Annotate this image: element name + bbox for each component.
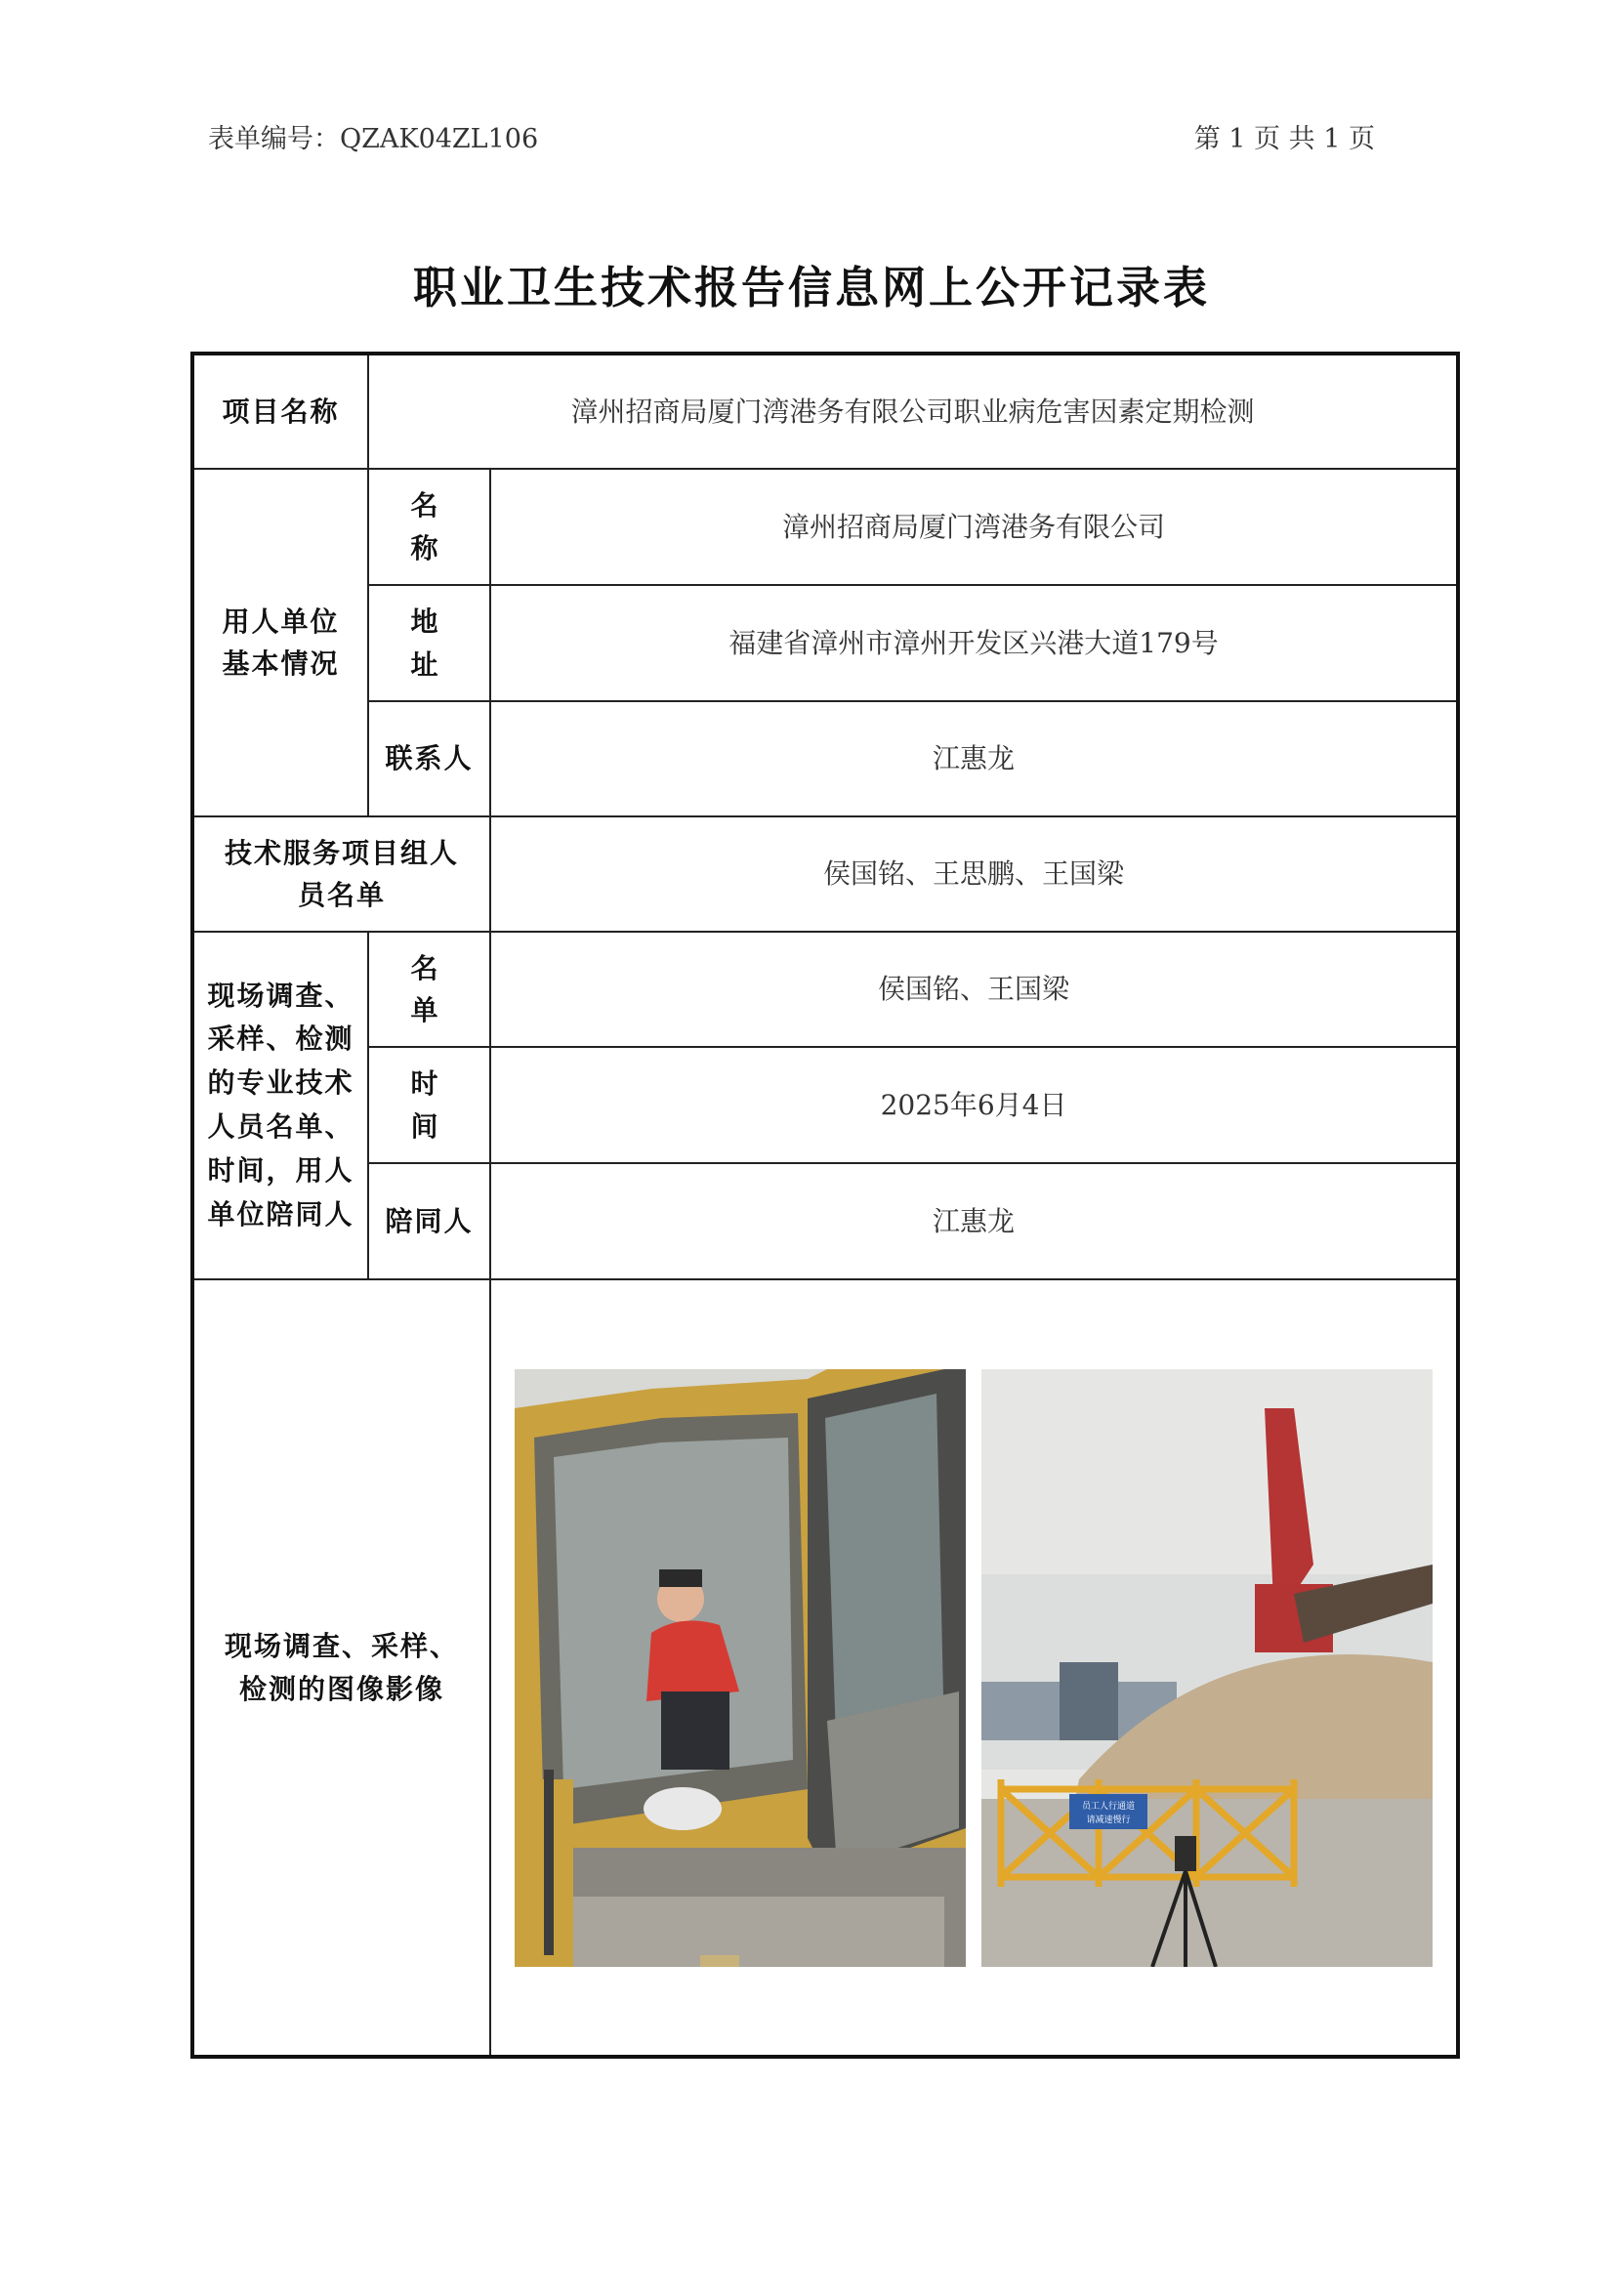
- row-survey-names: [192, 932, 1458, 1047]
- project-name-value: 漳州招商局厦门湾港务有限公司职业病危害因素定期检测: [368, 354, 1458, 469]
- address-value: 福建省漳州市漳州开发区兴港大道179号: [490, 585, 1458, 701]
- svg-text:请减速慢行: 请减速慢行: [1086, 1815, 1131, 1825]
- team-value: 侯国铭、王思鹏、王国梁: [490, 816, 1458, 932]
- project-name-label: 项目名称: [192, 354, 368, 469]
- address-label: 地址: [368, 585, 490, 701]
- site-photo-loader-cab: [515, 1369, 966, 1967]
- survey-time-value: 2025年6月4日: [490, 1047, 1458, 1163]
- record-table: [190, 352, 1460, 2059]
- site-photo-port-barrier: [981, 1369, 1433, 1967]
- images-cell: [490, 1279, 1458, 2057]
- row-project: [192, 354, 1458, 469]
- form-number: 表单编号：QZAK04ZL106: [208, 124, 539, 154]
- row-contact: [192, 701, 1458, 816]
- contact-value: 江惠龙: [490, 701, 1458, 816]
- survey-time-label: 时间: [368, 1047, 490, 1163]
- images-label: 现场调查、采样、检测的图像影像: [192, 1279, 490, 2057]
- survey-names-value: 侯国铭、王国梁: [490, 932, 1458, 1047]
- row-team: [192, 816, 1458, 932]
- row-employer-name: [192, 469, 1458, 585]
- employer-name-label: 名称: [368, 469, 490, 585]
- escort-value: 江惠龙: [490, 1163, 1458, 1279]
- row-images: [192, 1279, 1458, 2057]
- employer-name-value: 漳州招商局厦门湾港务有限公司: [490, 469, 1458, 585]
- employer-info-label: 用人单位基本情况: [192, 469, 368, 816]
- row-escort: [192, 1163, 1458, 1279]
- row-survey-time: [192, 1047, 1458, 1163]
- document-title: 职业卫生技术报告信息网上公开记录表: [412, 262, 1210, 313]
- page-info: 第 1 页 共 1 页: [1193, 124, 1375, 154]
- survey-label: 现场调查、采样、检测的专业技术人员名单、时间，用人单位陪同人: [192, 932, 368, 1279]
- contact-label: 联系人: [368, 701, 490, 816]
- team-label: 技术服务项目组人员名单: [192, 816, 490, 932]
- row-address: [192, 585, 1458, 701]
- escort-label: 陪同人: [368, 1163, 490, 1279]
- svg-text:员工人行通道: 员工人行通道: [1082, 1801, 1136, 1812]
- survey-names-label: 名单: [368, 932, 490, 1047]
